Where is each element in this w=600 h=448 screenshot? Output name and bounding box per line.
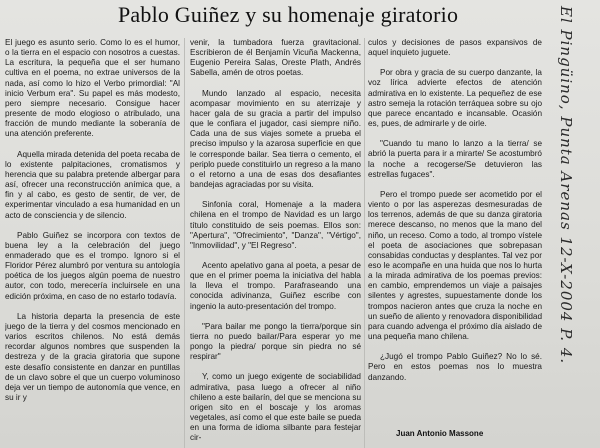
column-3-paragraph: ¿Jugó el trompo Pablo Guiñez? No lo sé. Pero en estos poemas nos lo muestra danzando.	[368, 352, 542, 382]
article-column-2	[190, 38, 361, 448]
column-1-paragraph: Pablo Guiñez se incorpora con textos de buena ley a la celebración del juego enmaderado que es el trompo. Ignoro si el Floridor Pérez alumbró por ventura su antología poética de los juegos algún poema de nuestro autor, con todo, merecería incluirsele en una edición próxima, en caso de no estarlo todavía.	[5, 230, 180, 301]
column-divider	[364, 38, 365, 448]
column-2-paragraph: Sinfonía coral, Homenaje a la madera chilena en el trompo de Navidad es un largo título constituido de seis poemas. Ellos son: "Apertura", "Ofrecimiento", "Danza", "Vértigo", "Inmovilidad", y "El Regreso".	[190, 200, 361, 250]
column-2-paragraph: Acento apelativo gana al poeta, a pesar de que en el primer poema la iniciativa del habla la lleva el trompo. Parafraseando una conocida adivinanza, Guiñez escribe con ingenio la auto-presentación del trompo.	[190, 260, 361, 311]
column-1-paragraph: El juego es asunto serio. Como lo es el humor, o la tierra en el espacio con nosotros a cuestas. La escritura, la pequeña que el ser humano cultiva en el poema, no extrae universos de la nada, así como lo hizo el Verbo primordial: "Al inicio Verbum era". Su papel es más modesto, pero siempre necesario. Consigue hacer presente de modo elogioso o atribulado, una fracción de mundo mediante la soberanía de una atención preferente.	[5, 38, 180, 139]
column-2-paragraph: Y, como un juego exigente de sociabilidad admirativa, pasa luego a ofrecer al niño chileno a este bailarín, del que se menciona su origen sito en el boscaje y los aromas vegetales, así como el que este baile se pueda en una forma de idioma silbante para festejar cir-	[190, 372, 361, 443]
column-1-paragraph: La historia departa la presencia de este juego de la tierra y del cosmos mencionado en varios escritos chilenos. No está demás recordar algunos nombres que suspenden la destreza y de la gracia giratoria que supone este desafío consistente en danzar en puntillas de un clavo sobre el que un cuerpo voluminoso deja ver un tiempo de autonomía que vence, en su ir y	[5, 311, 180, 402]
column-divider	[184, 38, 185, 448]
article-column-1	[5, 38, 180, 448]
column-3-quote: "Cuando tu mano lo lanzo a la tierra/ se abrió la puerta para ir a mirarte/ Se acostumbró la noche a recogerse/Se detuvieron las estrellas fugaces".	[368, 139, 542, 179]
column-1-paragraph: Aquella mirada detenida del poeta recaba de lo existente palpitaciones, cromatismos y herencia que su palabra pretende albergar para así, ofrecer una reconstrucción anímica que, a fin y al cabo, es gesto de sentir, de ver, de experimentar vinculado a esa humanidad en un acto de consciencia y de silencio.	[5, 149, 180, 220]
column-3-paragraph: culos y decisiones de pasos expansivos de aquel inquieto juguete.	[368, 38, 542, 58]
handwritten-source-note: El Pingüino, Punta Arenas 12-X-2004 P. 4.	[557, 6, 575, 365]
article-headline: Pablo Guiñez y su homenaje giratorio	[118, 2, 459, 27]
author-byline: Juan Antonio Massone	[396, 429, 484, 438]
column-2-quote: "Para bailar me pongo la tierra/porque sin tierra no puedo bailar/Para esperar yo me pongo la piedra/ porque sin piedra no sé respirar"	[190, 321, 361, 362]
column-2-paragraph: Mundo lanzado al espacio, necesita acompasar movimiento en su aterrizaje y hacer gala de su gracia a partir del impulso que le confiara el jugador, casi siempre niño. Cada una de sus viajes somete a prueba el preciso impulso y la azarosa superficie en que le corresponde bailar. Sea tierra o cemento, el periplo puede constituirlo un regreso a la mano o el retorno a una de esas dos desafiantes bandejas agraciadas por su visita.	[190, 88, 361, 190]
column-2-paragraph: venir, la tumbadora fuerza gravitacional. Escribieron de él Benjamín Vicuña Mackenna, Eugenio Pereira Salas, Oreste Plath, Andrés Sabella, amén de otros poetas.	[190, 38, 361, 78]
column-3-paragraph: Por obra y gracia de su cuerpo danzante, la voz lírica advierte efectos de atención admirativa en lo existente. La pequeñez de ese astro semeja la rotación terráquea sobre su ojo que parece encantado e incansable. Ocasión es, pues, de admirarle y de oirle.	[368, 68, 542, 129]
column-3-paragraph: Pero el trompo puede ser acometido por el viento o por las asperezas desmesuradas de los terrenos, además de que su danza giratoria merece descanso, no menos que la mano del niño, un receso. Como a todo, al trompo vístele el poeta de asociaciones que sobrepasan consabidas conductas y desplantes. Tal vez por eso le acompañe en una huida que nos lo hurta a la mirada admirativa de los poemas previos: en cambio, emprendemos un viaje a paisajes silentes y agrestes, supuestamente donde los trompos nacieron antes que cruza la noche en un sueño de aliento y renovadora disponibilidad para cuando advenga el próximo día aislado de una pequeña mano chilena.	[368, 189, 542, 342]
article-column-3	[368, 38, 542, 448]
